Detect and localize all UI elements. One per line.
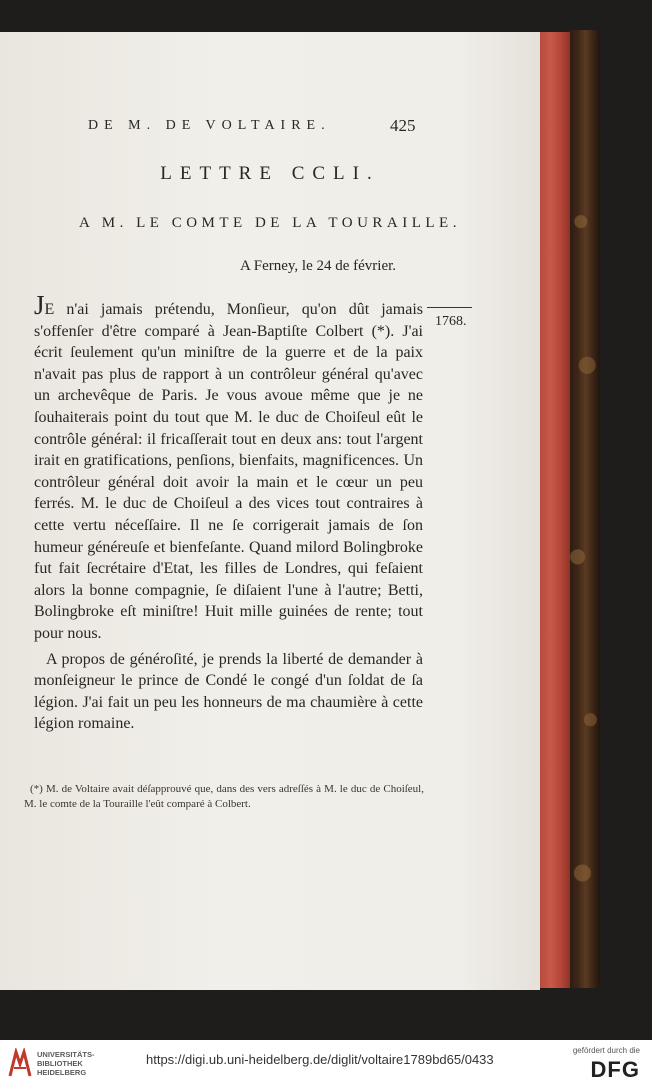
running-head-title: DE M. DE VOLTAIRE.: [88, 118, 331, 133]
paragraph-1-text: E n'ai jamais prétendu, Monſieur, qu'on dût jamais s'offenſer d'être comparé à Jean-Baptiſte Colbert (*). J'ai écrit ſeulement qu'un miniſtre de la guerre et de la paix n'avait pas plus de rapport à un contrôleur général qu'avec un archevêque de Paris. Je vous avoue même que je ne ſouhaiterais point du tout que M. le duc de Choiſeul eût le contrôle général: il fricaſſerait tout en deux ans: tout l'argent irait en gratifications, penſions, bienfaits, magnificences. Un contrôleur général doit avoir la main et le cœur un peu ferrés. M. le duc de Choiſeul a des vices tout contraires à cette vertu néceſſaire. Il ne ſe corrigerait jamais de ſon humeur généreuſe et bienfeſante. Quand milord Bolingbroke fut fait ſecrétaire d'Etat, les filles de Londres, qui feſaient alors la bonne compagnie, ſe diſaient l'une à l'autre; Betti, Bolingbroke eſt miniſtre! Huit mille guinées de rente; tout pour nous.: [34, 301, 423, 642]
running-head: [0, 118, 540, 140]
margin-year: 1768.: [435, 314, 467, 329]
letter-body: [34, 290, 423, 735]
drop-cap: J: [34, 290, 45, 320]
place-date-line: [0, 258, 540, 275]
paragraph-2: A propos de généroſité, je prends la liberté de demander à monſeigneur le prince de Condé le congé d'un ſoldat de ſa légion. J'ai fait un peu les honneurs de ma chaumière à cette légion romaine.: [34, 650, 423, 733]
library-logo-text: [37, 1050, 95, 1077]
letter-addressee: A M. LE COMTE DE LA TOURAILLE.: [79, 215, 461, 231]
footnote: (*) M. de Voltaire avait déſapprouvé que, dans des vers adreſſés à M. le duc de Choiſeul, M. le comte de la Touraille l'eût comparé à Colbert.: [24, 783, 424, 810]
university-library-logo-icon: [8, 1048, 32, 1078]
viewer-footer: [0, 1040, 652, 1086]
permalink-url[interactable]: https://digi.ub.uni-heidelberg.de/diglit/voltaire1789bd65/0433: [146, 1052, 494, 1067]
book-page: [0, 32, 540, 990]
library-logo-line: HEIDELBERG: [37, 1068, 87, 1077]
sponsor-caption: gefördert durch die: [572, 1046, 640, 1055]
place-date: A Ferney, le 24 de février.: [239, 258, 397, 274]
page-number: 425: [390, 116, 416, 135]
red-page-edges: [538, 32, 570, 988]
paragraph-1: [34, 290, 423, 645]
library-logo-line: BIBLIOTHEK: [37, 1059, 83, 1068]
dfg-logo: DFG: [590, 1057, 640, 1082]
margin-rule: [427, 307, 472, 308]
book-cover-edge: [568, 30, 600, 988]
library-logo-line: UNIVERSITÄTS-: [37, 1050, 95, 1059]
letter-title: LETTRE CCLI.: [160, 163, 380, 184]
